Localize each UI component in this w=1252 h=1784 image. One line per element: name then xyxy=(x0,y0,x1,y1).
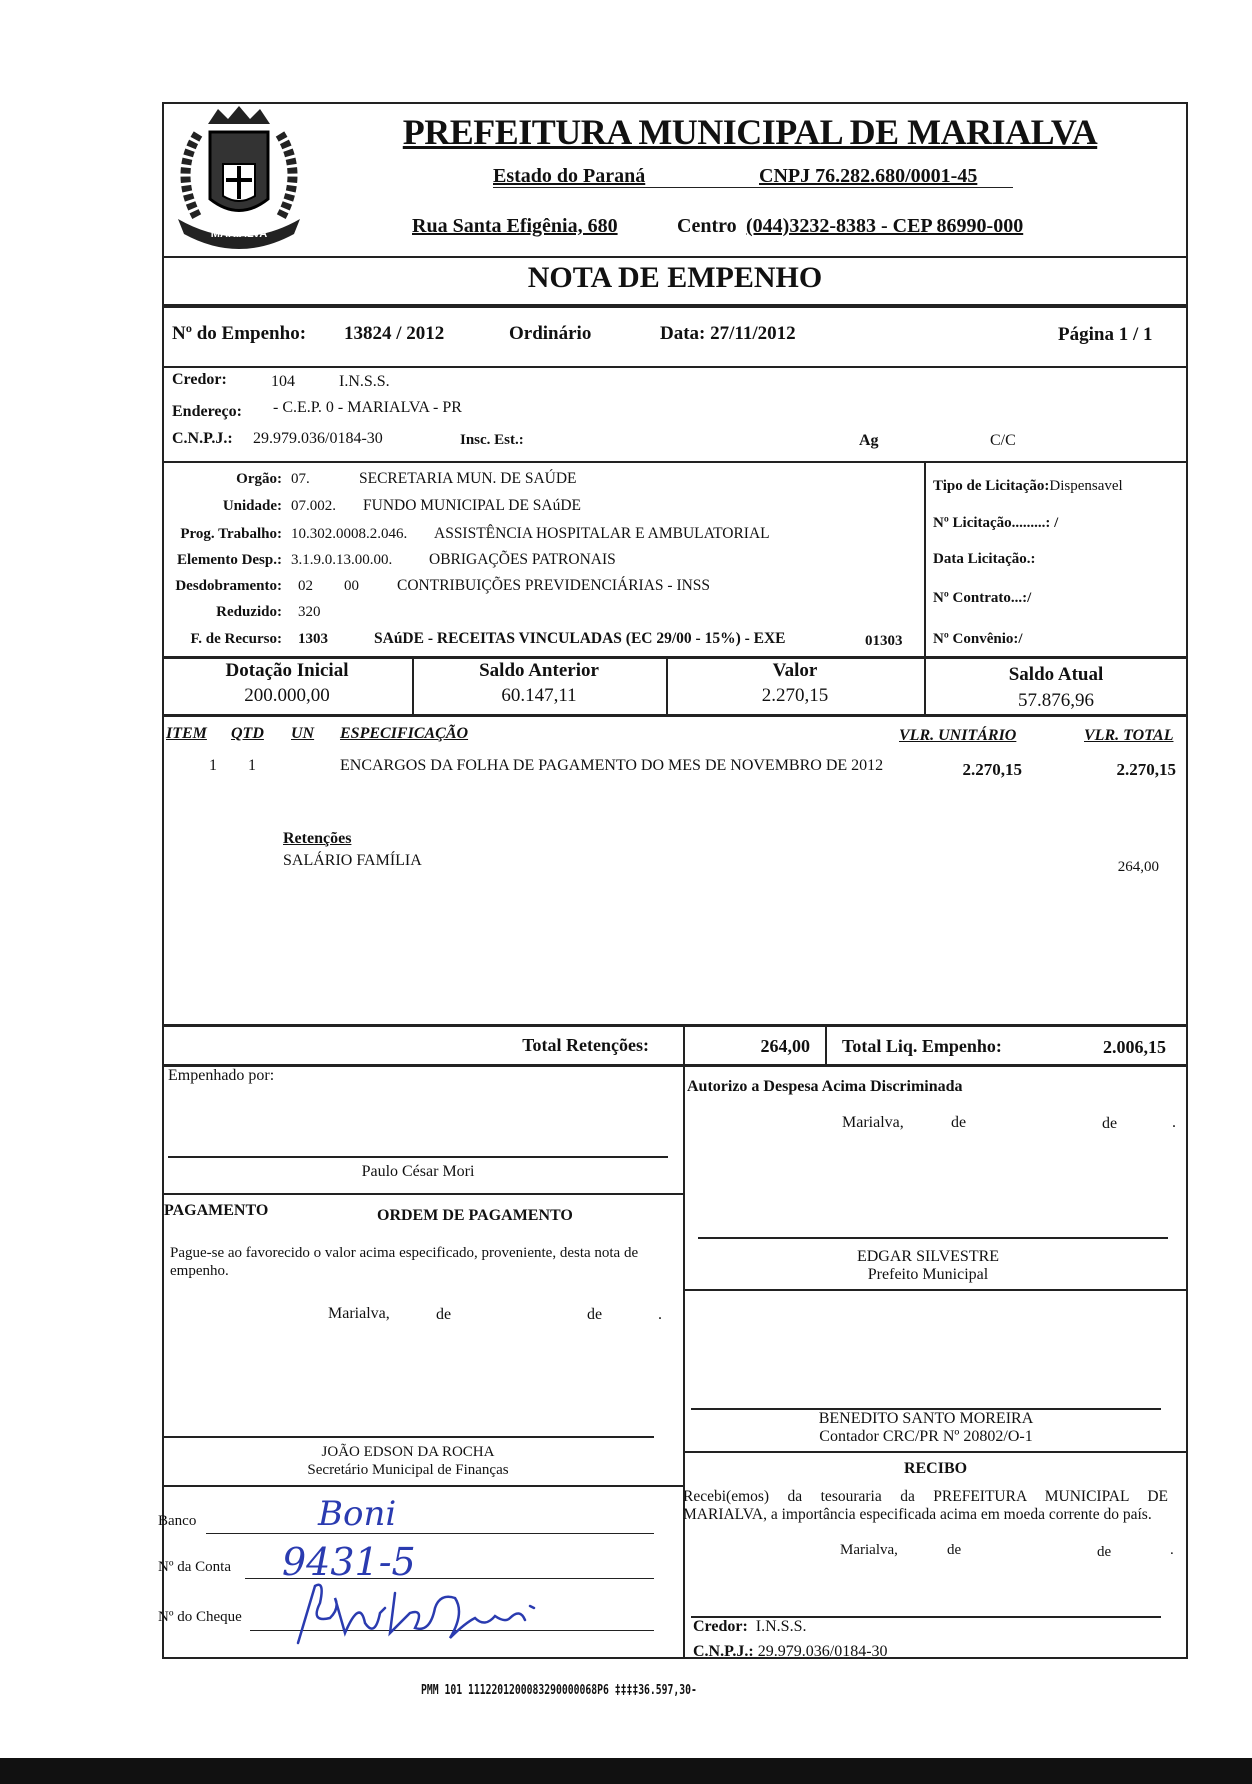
budget-desc: ASSISTÊNCIA HOSPITALAR E AMBULATORIAL xyxy=(434,525,770,542)
prefeito-name: EDGAR SILVESTRE xyxy=(856,1248,1000,1265)
col-un: UN xyxy=(291,725,315,742)
budget-desc: OBRIGAÇÕES PATRONAIS xyxy=(429,551,616,568)
total-retencoes-value: 264,00 xyxy=(760,1036,810,1056)
org-cnpj: CNPJ 76.282.680/0001-45 xyxy=(759,165,978,187)
pagamento-city: Marialva, xyxy=(328,1305,390,1322)
scan-border xyxy=(0,1758,1252,1784)
retencao-name: SALÁRIO FAMÍLIA xyxy=(283,852,422,869)
budget-label: Reduzido: xyxy=(216,604,282,620)
cc-label: C/C xyxy=(990,432,1016,449)
budget-code: 07.002. xyxy=(291,498,336,514)
budget-desc: CONTRIBUIÇÕES PREVIDENCIÁRIAS - INSS xyxy=(397,577,711,594)
balance-value: 60.147,11 xyxy=(501,685,577,706)
divider xyxy=(162,1064,1188,1067)
budget-label: Prog. Trabalho: xyxy=(180,526,282,542)
balance-value: 200.000,00 xyxy=(244,685,330,706)
pagamento-de1: de xyxy=(436,1306,452,1323)
municipal-crest-icon xyxy=(168,104,310,254)
signature-line xyxy=(162,1436,654,1438)
page-number: Página 1 / 1 xyxy=(1058,324,1153,345)
empenho-number: 13824 / 2012 xyxy=(344,323,445,344)
address: Rua Santa Efigênia, 680 xyxy=(412,215,618,237)
divider xyxy=(162,656,1188,659)
budget-label: Desdobramento: xyxy=(175,578,282,594)
credor-cnpj: 29.979.036/0184-30 xyxy=(253,430,383,447)
budget-label: Orgão: xyxy=(236,471,282,487)
col-spec: ESPECIFICAÇÃO xyxy=(340,725,469,742)
pagamento-text: Pague-se ao favorecido o valor acima especificado, proveniente, desta nota de empenho. xyxy=(170,1245,639,1279)
total-liquido-value: 2.006,15 xyxy=(1103,1037,1166,1057)
credor-address: - C.E.P. 0 - MARIALVA - PR xyxy=(273,399,462,416)
budget-code2: 00 xyxy=(344,578,359,594)
divider xyxy=(162,256,1188,258)
retencao-value: 264,00 xyxy=(1117,859,1159,875)
recibo-credor-value: I.N.S.S. xyxy=(755,1618,807,1635)
numero-licitacao: Nº Licitação.........: / xyxy=(933,515,1059,531)
autorizo-de2: de xyxy=(1102,1115,1118,1132)
credor-label: Credor: xyxy=(172,371,227,388)
empenhado-label: Empenhado por: xyxy=(168,1067,275,1084)
item-spec: ENCARGOS DA FOLHA DE PAGAMENTO DO MES DE NOVEMBRO DE 2012 xyxy=(340,757,884,774)
banco-label: Banco xyxy=(158,1513,197,1529)
balance-label: Saldo Atual xyxy=(1008,664,1104,685)
divider xyxy=(162,1485,683,1487)
tipo-licitacao-label: Tipo de Licitação: xyxy=(933,478,1050,494)
total-retencoes-label: Total Retenções: xyxy=(522,1035,649,1055)
state: Estado do Paraná xyxy=(493,165,646,187)
tipo-licitacao xyxy=(933,477,1123,495)
item-unit-value: 2.270,15 xyxy=(962,760,1022,779)
pagamento-dot: . xyxy=(658,1306,662,1323)
balance-value: 57.876,96 xyxy=(1018,690,1094,711)
data-licitacao: Data Licitação.: xyxy=(933,551,1036,567)
pagamento-label: PAGAMENTO xyxy=(164,1202,269,1219)
balance-label: Saldo Anterior xyxy=(479,660,599,681)
credor-code: 104 xyxy=(271,373,295,390)
budget-label: F. de Recurso: xyxy=(190,631,282,647)
budget-label: Unidade: xyxy=(222,498,282,514)
conta-label: Nº da Conta xyxy=(158,1559,231,1575)
empenho-label: Nº do Empenho: xyxy=(172,323,307,344)
recibo-cnpj xyxy=(693,1643,888,1661)
item-qtd: 1 xyxy=(248,757,256,774)
retencoes-label: Retenções xyxy=(283,830,352,847)
divider xyxy=(683,1289,1188,1291)
budget-code: 02 xyxy=(298,578,313,594)
budget-label: Elemento Desp.: xyxy=(177,552,282,568)
budget-desc: SAúDE - RECEITAS VINCULADAS (EC 29/00 - 15%) - EXE xyxy=(374,630,786,647)
recibo-dot: . xyxy=(1170,1542,1174,1558)
contador-name: BENEDITO SANTO MOREIRA xyxy=(818,1410,1034,1427)
numero-contrato: Nº Contrato...:/ xyxy=(933,590,1032,606)
signature-line xyxy=(698,1237,1168,1239)
recibo-credor xyxy=(693,1618,806,1636)
footer-code: PMM 101 1112201200083290000068P6 ‡‡‡‡36.597,30- xyxy=(421,1683,697,1698)
budget-code: 320 xyxy=(298,604,321,620)
org-title: PREFEITURA MUNICIPAL DE MARIALVA xyxy=(402,112,1098,152)
balance-value: 2.270,15 xyxy=(761,685,829,706)
divider xyxy=(162,1024,1188,1027)
empenhado-name: Paulo César Mori xyxy=(361,1163,475,1180)
budget-code: 07. xyxy=(291,471,310,487)
budget-extra: 01303 xyxy=(865,633,903,649)
district: Centro xyxy=(677,215,737,237)
budget-code: 1303 xyxy=(298,631,328,647)
divider xyxy=(825,1024,827,1064)
col-qtd: QTD xyxy=(231,725,264,742)
autorizo-city: Marialva, xyxy=(842,1114,904,1131)
budget-code: 10.302.0008.2.046. xyxy=(291,526,408,542)
recibo-cnpj-value: 29.979.036/0184-30 xyxy=(757,1643,888,1660)
divider xyxy=(162,1193,683,1195)
cnpj-label: C.N.P.J.: xyxy=(172,430,233,447)
empenho-date: Data: 27/11/2012 xyxy=(660,323,796,344)
conta-handwritten: 9431-5 xyxy=(282,1540,416,1584)
recibo-de1: de xyxy=(947,1542,962,1558)
balance-label: Valor xyxy=(772,660,818,681)
divider xyxy=(162,304,1188,308)
phone-cep: (044)3232-8383 - CEP 86990-000 xyxy=(746,215,1024,237)
banco-field[interactable] xyxy=(206,1533,654,1534)
insc-label: Insc. Est.: xyxy=(460,432,524,448)
header-underline xyxy=(493,187,1013,188)
cheque-label: Nº do Cheque xyxy=(158,1609,242,1625)
col-item: ITEM xyxy=(166,725,207,742)
divider xyxy=(162,461,1188,463)
ag-label: Ag xyxy=(859,432,879,449)
recibo-cnpj-label: C.N.P.J.: xyxy=(693,1643,754,1660)
numero-convenio: Nº Convênio:/ xyxy=(933,631,1023,647)
contador-role: Contador CRC/PR Nº 20802/O-1 xyxy=(819,1428,1033,1445)
tipo-licitacao-value: Dispensavel xyxy=(1049,478,1123,494)
recibo-title: RECIBO xyxy=(903,1460,968,1477)
pagamento-de2: de xyxy=(587,1306,603,1323)
ordem-pagamento-title: ORDEM DE PAGAMENTO xyxy=(377,1207,573,1224)
signature-line xyxy=(168,1156,668,1158)
recibo-de2: de xyxy=(1097,1544,1112,1560)
autorizo-dot: . xyxy=(1172,1114,1176,1131)
credor-name: I.N.S.S. xyxy=(339,373,390,390)
secretario-role: Secretário Municipal de Finanças xyxy=(307,1462,509,1478)
divider xyxy=(162,714,1188,717)
budget-desc: SECRETARIA MUN. DE SAÚDE xyxy=(359,470,577,487)
recibo-text: Recebi(emos) da tesouraria da PREFEITURA MUNICIPAL DE MARIALVA, a importância especificada acima em moeda corrente do país. xyxy=(683,1488,1168,1523)
address-label: Endereço: xyxy=(172,403,242,420)
banco-handwritten: Boni xyxy=(318,1494,397,1534)
secretario-name: JOÃO EDSON DA ROCHA xyxy=(321,1444,495,1460)
divider xyxy=(162,366,1188,368)
autorizo-label: Autorizo a Despesa Acima Discriminada xyxy=(687,1078,963,1095)
recibo-city: Marialva, xyxy=(840,1542,898,1558)
autorizo-de1: de xyxy=(951,1114,967,1131)
divider xyxy=(683,1024,685,1658)
item-number: 1 xyxy=(209,757,217,774)
balance-label: Dotação Inicial xyxy=(225,660,349,681)
divider xyxy=(683,1451,1188,1453)
budget-desc: FUNDO MUNICIPAL DE SAúDE xyxy=(363,497,582,514)
empenho-type: Ordinário xyxy=(509,323,592,344)
document-title: NOTA DE EMPENHO xyxy=(527,261,823,294)
total-liquido-label: Total Liq. Empenho: xyxy=(842,1036,1002,1056)
budget-code: 3.1.9.0.13.00.00. xyxy=(291,552,393,568)
svg-text:MARIALVA: MARIALVA xyxy=(210,228,268,240)
handwritten-signature-icon xyxy=(290,1578,590,1648)
item-total-value: 2.270,15 xyxy=(1116,760,1176,779)
col-unit: VLR. UNITÁRIO xyxy=(899,727,1017,744)
col-total: VLR. TOTAL xyxy=(1084,727,1174,744)
prefeito-role: Prefeito Municipal xyxy=(867,1266,989,1283)
recibo-credor-label: Credor: xyxy=(693,1618,748,1635)
